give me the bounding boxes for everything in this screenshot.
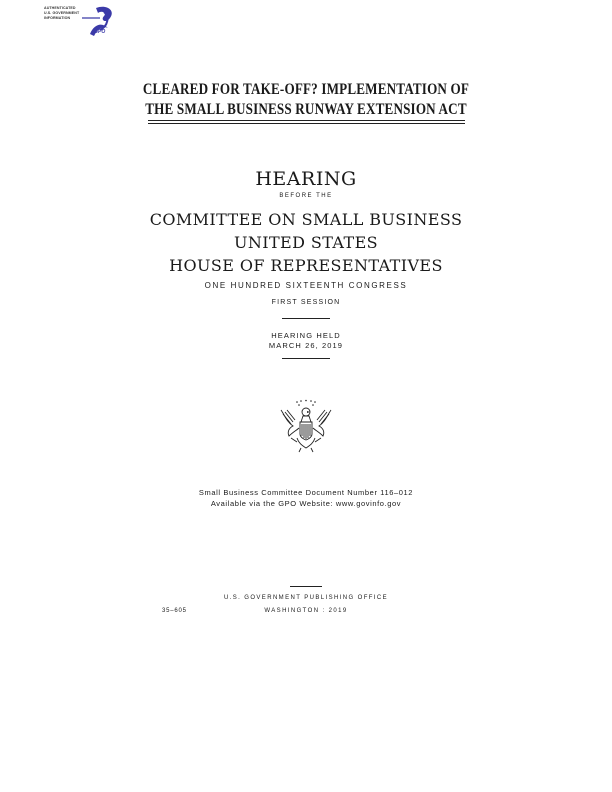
session-line: FIRST SESSION — [271, 299, 341, 306]
hearing-date: MARCH 26, 2019 — [268, 341, 344, 350]
before-the-label: BEFORE THE — [279, 193, 333, 199]
place-and-year: WASHINGTON : 2019 — [264, 608, 348, 614]
committee-name: COMMITTEE ON SMALL BUSINESS — [149, 210, 463, 229]
committee-document-number: Small Business Committee Document Number 116–012 — [198, 488, 414, 497]
seal-line-1: AUTHENTICATED — [44, 6, 76, 10]
divider-rule — [282, 318, 330, 319]
great-seal-eagle-icon — [277, 398, 335, 456]
congress-line: ONE HUNDRED SIXTEENTH CONGRESS — [204, 281, 408, 290]
seal-line-3: INFORMATION — [44, 16, 71, 20]
united-states-line: UNITED STATES — [233, 233, 379, 252]
seal-gpo-mark: GPO — [94, 29, 106, 35]
divider-rule — [282, 358, 330, 359]
seal-line-2: U.S. GOVERNMENT — [44, 11, 80, 15]
title-double-rule — [148, 120, 465, 124]
hearing-heading: HEARING — [255, 168, 357, 190]
hearing-title — [0, 80, 612, 120]
hearing-held-label: HEARING HELD — [271, 331, 341, 340]
house-line: HOUSE OF REPRESENTATIVES — [169, 256, 443, 275]
imprint-rule — [290, 586, 322, 587]
eagle-logo-icon — [44, 4, 118, 38]
title-line-1: CLEARED FOR TAKE-OFF? IMPLEMENTATION OF — [142, 81, 470, 98]
availability-line: Available via the GPO Website: www.govinfo.gov — [210, 499, 402, 508]
jacket-number: 35–605 — [162, 608, 187, 614]
publishing-office: U.S. GOVERNMENT PUBLISHING OFFICE — [223, 595, 389, 601]
title-line-2: THE SMALL BUSINESS RUNWAY EXTENSION ACT — [145, 101, 467, 118]
gpo-authentication-seal — [44, 4, 118, 38]
